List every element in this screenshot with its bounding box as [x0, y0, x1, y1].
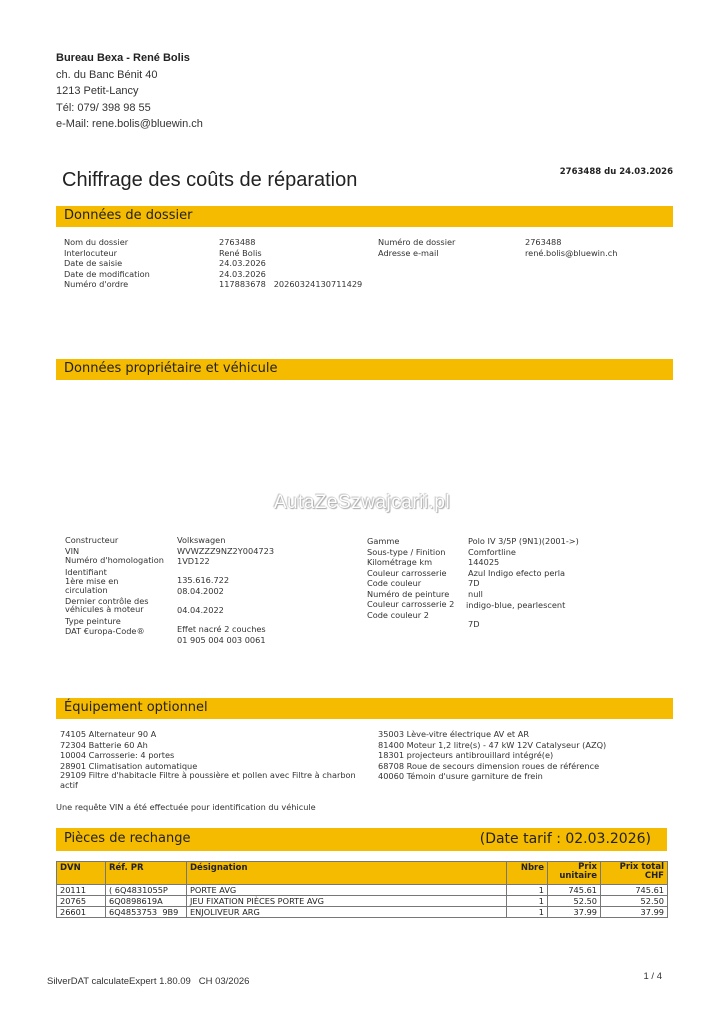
- section-title: Pièces de rechange: [64, 831, 191, 846]
- list-item: 74105 Alternateur 90 A: [60, 729, 157, 739]
- list-item: 28901 Climatisation automatique: [60, 760, 198, 771]
- sender-address: [56, 50, 203, 133]
- section-title: Équipement optionnel: [64, 700, 208, 715]
- column-header-total-price: Prix total CHF: [601, 862, 668, 885]
- field-label: Sous-type / Finition: [367, 546, 446, 557]
- cell-designation: PORTE AVG: [187, 885, 507, 896]
- dossier-right-labels: [378, 237, 455, 258]
- sender-email: e-Mail: rene.bolis@bluewin.ch: [56, 118, 203, 130]
- cell-total-price: 52.50: [601, 896, 668, 907]
- cell-qty: 1: [507, 907, 548, 918]
- table-row: [57, 907, 668, 918]
- sender-street: ch. du Banc Bénit 40: [56, 68, 158, 81]
- parts-table: [56, 861, 668, 918]
- section-header-vehicle: [56, 359, 673, 380]
- cell-dvn: 20111: [57, 885, 106, 896]
- field-label: Couleur carrosserie: [367, 567, 447, 578]
- section-header-dossier: [56, 206, 673, 227]
- field-label: Date de saisie: [64, 258, 123, 269]
- field-label: Identifiant: [65, 566, 107, 577]
- field-value: 7D: [468, 578, 480, 589]
- cell-dvn: 20765: [57, 896, 106, 907]
- field-value: null: [468, 588, 483, 599]
- page-title: Chiffrage des coûts de réparation: [62, 169, 358, 191]
- field-label: Type peinture: [65, 615, 121, 626]
- page-number: 1 / 4: [643, 971, 662, 982]
- cell-ref: 6Q0898619A: [106, 896, 187, 907]
- field-label: Numéro d'ordre: [64, 279, 129, 290]
- field-label: Adresse e-mail: [378, 247, 439, 258]
- tariff-date: (Date tarif : 02.03.2026): [479, 831, 651, 847]
- cell-qty: 1: [507, 896, 548, 907]
- cell-unit-price: 745.61: [548, 885, 601, 896]
- equipment-right-list: [378, 729, 606, 782]
- list-item: 29109 Filtre d'habitacle Filtre à poussière et pollen avec Filtre à charbon actif: [60, 770, 356, 790]
- field-label: Constructeur: [65, 535, 119, 545]
- column-header-qty: Nbre: [507, 862, 548, 885]
- column-header-ref: Réf. PR: [106, 862, 187, 885]
- section-header-equipment: [56, 698, 673, 719]
- sender-name: Bureau Bexa - René Bolis: [56, 52, 190, 64]
- field-value: 24.03.2026: [219, 258, 266, 269]
- table-header-row: [57, 862, 668, 885]
- dossier-left-values: [219, 237, 362, 290]
- column-header-unit-price: Prix unitaire: [548, 862, 601, 885]
- list-item: 81400 Moteur 1,2 litre(s) - 47 kW 12V Catalyseur (AZQ): [378, 739, 607, 750]
- field-value: Effet nacré 2 couches: [177, 624, 266, 635]
- cell-designation: ENJOLIVEUR ARG: [187, 907, 507, 918]
- field-label: Code couleur: [367, 578, 422, 589]
- vehicle-left-labels: [65, 535, 170, 637]
- field-value: rené.bolis@bluewin.ch: [525, 247, 618, 258]
- cell-qty: 1: [507, 885, 548, 896]
- sender-city: 1213 Petit-Lancy: [56, 85, 139, 97]
- field-label: DAT €uropa-Code®: [65, 626, 145, 637]
- list-item: 10004 Carrosserie: 4 portes: [60, 750, 175, 761]
- field-label: Date de modification: [64, 268, 150, 279]
- footer-software: SilverDAT calculateExpert 1.80.09 CH 03/2026: [47, 976, 250, 987]
- cell-ref: ( 6Q4831055P: [106, 885, 187, 896]
- cell-designation: JEU FIXATION PIÈCES PORTE AVG: [187, 896, 507, 907]
- field-value: 144025: [468, 557, 500, 568]
- field-value: indigo-blue, pearlescent: [466, 599, 566, 610]
- watermark-text: AutaZeSzwajcarii.pl: [273, 492, 451, 513]
- equipment-left-list: [60, 729, 375, 791]
- list-item: 35003 Lève-vitre électrique AV et AR: [378, 729, 530, 739]
- list-item: 40060 Témoin d'usure garniture de frein: [378, 771, 543, 782]
- field-value: 7D: [468, 618, 480, 629]
- cell-total-price: 37.99: [601, 907, 668, 918]
- field-label: Interlocuteur: [64, 247, 117, 258]
- field-value: Volkswagen: [177, 535, 226, 545]
- field-value: 24.03.2026: [219, 268, 266, 279]
- field-label: Dernier contrôle des véhicules à moteur: [65, 595, 149, 615]
- field-value: 117883678 20260324130711429: [219, 279, 363, 290]
- field-value: René Bolis: [219, 247, 262, 258]
- field-label: Nom du dossier: [64, 237, 129, 247]
- list-item: 18301 projecteurs antibrouillard intégré(e): [378, 750, 554, 761]
- section-header-parts: [56, 828, 667, 851]
- dossier-left-labels: [64, 237, 204, 290]
- cell-unit-price: 52.50: [548, 896, 601, 907]
- cell-unit-price: 37.99: [548, 907, 601, 918]
- field-value: 2763488: [525, 237, 562, 247]
- field-value: WVWZZZ9NZ2Y004723: [177, 545, 275, 556]
- field-value: Polo IV 3/5P (9N1)(2001->): [468, 536, 579, 546]
- field-label: Gamme: [367, 536, 400, 546]
- vehicle-right-values: [468, 536, 579, 629]
- field-value: 135.616.722: [177, 575, 230, 586]
- vin-request-note: Une requête VIN a été effectuée pour identification du véhicule: [56, 802, 316, 812]
- field-label: 1ère mise en circulation: [65, 576, 119, 595]
- cell-ref: 6Q4853753 9B9: [106, 907, 187, 918]
- field-label: Numéro de peinture: [367, 588, 450, 599]
- field-value: 2763488: [219, 237, 256, 247]
- section-title: Données de dossier: [64, 208, 193, 223]
- sender-phone: Tél: 079/ 398 98 55: [56, 101, 151, 114]
- list-item: 68708 Roue de secours dimension roues de référence: [378, 760, 600, 771]
- column-header-dvn: DVN: [57, 862, 106, 885]
- field-value: 04.04.2022: [177, 605, 224, 616]
- field-label: Kilométrage km: [367, 557, 433, 568]
- cell-total-price: 745.61: [601, 885, 668, 896]
- dossier-right-values: [525, 237, 617, 258]
- column-header-designation: Désignation: [187, 862, 507, 885]
- cell-dvn: 26601: [57, 907, 106, 918]
- field-label: Code couleur 2: [367, 610, 429, 621]
- section-title: Données propriétaire et véhicule: [64, 361, 278, 376]
- field-value: 01 905 004 003 0061: [177, 634, 266, 645]
- reference-date: 2763488 du 24.03.2026: [559, 167, 673, 177]
- table-row: [57, 885, 668, 896]
- field-value: Comfortline: [468, 546, 516, 557]
- table-row: [57, 896, 668, 907]
- vehicle-left-values: [177, 535, 274, 646]
- field-label: VIN: [65, 545, 80, 556]
- list-item: 72304 Batterie 60 Ah: [60, 739, 148, 750]
- vehicle-right-labels: [367, 536, 462, 621]
- field-label: Couleur carrosserie 2: [367, 598, 455, 609]
- field-value: Azul Indigo efecto perla: [468, 567, 566, 578]
- field-label: Numéro d'homologation: [65, 555, 164, 566]
- field-value: 08.04.2002: [177, 585, 224, 596]
- field-value: 1VD122: [177, 556, 210, 567]
- field-label: Numéro de dossier: [378, 237, 456, 247]
